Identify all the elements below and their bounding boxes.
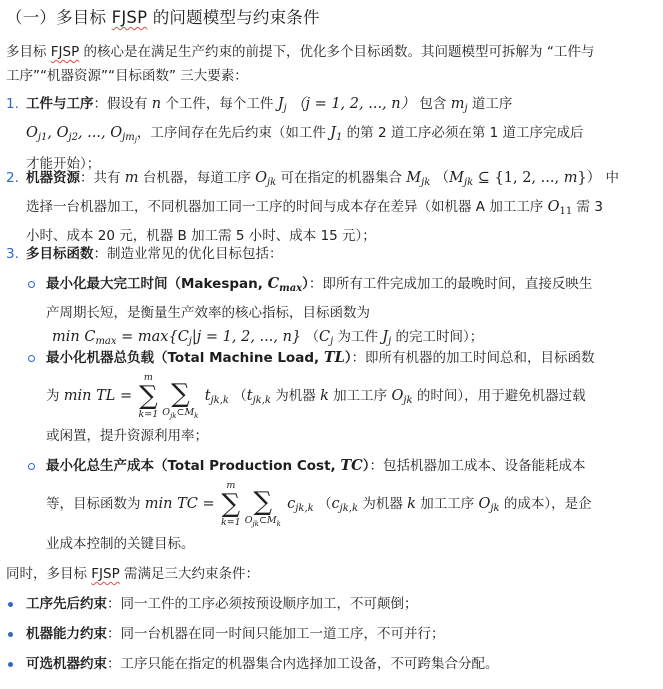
objective-text: ：即所有工件完成加工的最晚时间，直接反映生 — [308, 276, 593, 292]
intro-fjsp: FJSP — [50, 44, 80, 60]
sum-sigma-ojk: ∑ $O_{jk}\subset M_k$ — [162, 378, 199, 420]
math-J1 — [330, 125, 342, 141]
constraint-machine-capacity — [6, 622, 658, 646]
objective-text: 加工工序 — [415, 496, 479, 512]
objective-text: 等，目标函数为 — [46, 496, 145, 512]
objective-text: 的成本），是企 — [499, 496, 592, 512]
item-text: 需 3 — [572, 199, 603, 215]
objective-text: 为机器 — [358, 496, 408, 512]
math-sub: j — [464, 103, 468, 114]
constraint-title: 可选机器约束 — [26, 656, 107, 672]
math-Ojk: $O_{jk}$ — [478, 496, 500, 514]
math-Cmax — [268, 275, 303, 292]
item-text: 中 — [601, 170, 619, 186]
objective-title-end: ） — [362, 458, 370, 474]
math-TL: TL — [323, 349, 345, 366]
math-formula-tc: min TC = — [144, 496, 215, 512]
objective-text: 为 — [46, 388, 64, 404]
objective-title-end: ） — [344, 350, 352, 366]
bullet-dot-icon — [8, 662, 13, 667]
objective-text: 产周期长短，是衡量生产效率的核心指标，目标函数为 — [46, 305, 370, 321]
intro-line2: 工序”“机器资源”“目标函数” 三大要素： — [6, 68, 248, 84]
list-number: 1. — [6, 96, 19, 112]
list-number: 2. — [6, 170, 19, 186]
math-Ojk: $O_{jk}$ — [391, 388, 413, 406]
bullet-dot-icon — [8, 632, 13, 637]
objective-title-end: ） — [302, 276, 309, 292]
section-heading — [6, 4, 320, 28]
constraint-sequence — [6, 592, 658, 616]
constraint-text: ：同一工件的工序必须按预设顺序加工，不可颠倒； — [107, 596, 418, 612]
ring-bullet-icon — [28, 355, 35, 362]
math-cjkk-note: $c_{jk,k}$ — [331, 496, 359, 514]
bullet-dot-icon — [8, 602, 13, 607]
math-m: m — [124, 170, 139, 186]
item-text: 的第 2 道工序必须在第 1 道工序完成后 — [342, 125, 584, 141]
math-TC: TC — [340, 457, 363, 474]
item-text: 包含 — [415, 96, 451, 112]
objective-title: 最小化最大完工时间（Makespan, — [46, 276, 268, 292]
item-text: 才能开始）； — [26, 156, 101, 172]
math-Cj: $C_j$ — [318, 329, 334, 347]
math-mj — [451, 96, 468, 112]
math-Mjk: $M_{jk}$ — [406, 170, 431, 188]
math-sub: max — [279, 283, 303, 294]
list-number: 3. — [6, 246, 19, 262]
constraints-fjsp: FJSP — [91, 566, 120, 582]
constraints-intro-text: 需满足三大约束条件： — [119, 566, 260, 582]
item-text: ：共有 — [80, 170, 125, 186]
math-tjkk: $t_{jk,k}$ — [204, 388, 229, 406]
math-tjkk-note: $t_{jk,k}$ — [246, 388, 271, 406]
math-Ojk: $O_{jk}$ — [255, 170, 277, 188]
math-sub: j — [283, 103, 287, 114]
objective-text: 的时间），用于避免机器过载 — [412, 388, 586, 404]
objective-text: （ — [305, 329, 319, 345]
ring-bullet-icon — [28, 463, 35, 470]
math-sub: 1 — [335, 132, 343, 143]
math-n: n — [151, 96, 162, 112]
objective-machine-load — [46, 346, 658, 448]
item-text: 可在指定的机器集合 — [276, 170, 407, 186]
sum-sigma-k: m ∑ k=1 — [138, 371, 159, 420]
constraint-title: 工序先后约束 — [26, 596, 107, 612]
objective-title: 最小化总生产成本（Total Production Cost, — [46, 458, 341, 474]
math-m: m — [450, 96, 465, 112]
item-text: 小时、成本 20 元，机器 B 加工需 5 小时、成本 15 元）； — [26, 228, 376, 244]
objective-text: 为机器 — [270, 388, 321, 404]
item-title: 机器资源 — [26, 170, 80, 186]
list-item-machines — [6, 166, 658, 248]
math-cjkk: $c_{jk,k}$ — [287, 496, 314, 514]
heading-suffix: 的问题模型与约束条件 — [147, 8, 320, 27]
ring-bullet-icon — [28, 281, 35, 288]
intro-text: 的核心是在满足生产约束的前提下，优化多个目标函数。其问题模型可拆解为 “工件与 — [79, 44, 595, 60]
heading-prefix: （一）多目标 — [6, 8, 112, 27]
list-item-jobs — [6, 92, 658, 176]
math-formula-makespan: $\min C_{max} = \max\{C_j|j = 1$, 2, ..., n} — [52, 329, 302, 347]
objective-makespan — [46, 272, 658, 354]
item-title: 工件与工序 — [26, 96, 94, 112]
constraints-intro — [6, 562, 259, 586]
constraint-title: 机器能力约束 — [26, 626, 107, 642]
objective-text: 的完工时间）； — [391, 329, 484, 345]
math-k: k — [320, 388, 329, 404]
math-range: （j = 1, 2, ..., n） — [290, 96, 416, 112]
item-text: ：假设有 — [93, 96, 152, 112]
math-Jj: $J_j$ — [382, 329, 392, 347]
math-Jj — [278, 96, 287, 112]
item-title: 多目标函数 — [26, 246, 94, 262]
math-set: （$M_{jk}$ ⊆ {1, 2, ..., m}） — [434, 170, 602, 188]
constraint-text: ：同一台机器在同一时间只能加工一道工序，不可并行； — [107, 626, 445, 642]
objective-text: ：包括机器加工成本、设备能耗成本 — [369, 458, 586, 474]
item-text: ，工序间存在先后约束（如工件 — [136, 125, 331, 141]
constraint-text: ：工序只能在指定的机器集合内选择加工设备，不可跨集合分配。 — [107, 656, 499, 672]
math-O11: $O_{11}$ — [547, 199, 573, 217]
math-C: C — [267, 275, 280, 292]
list-item-objectives — [6, 242, 658, 266]
math-op-seq: $O_{j1}$, $O_{j2}$, ..., $O_{jm_j}$ — [26, 125, 137, 144]
sum-sigma-ojk: ∑ $O_{jk}\subset M_k$ — [244, 486, 281, 528]
objective-title: 最小化机器总负载（Total Machine Load, — [46, 350, 324, 366]
objective-text: （ — [318, 496, 332, 512]
math-k: k — [407, 496, 416, 512]
heading-fjsp: FJSP — [111, 8, 148, 27]
objective-text: 业成本控制的关键目标。 — [46, 536, 195, 552]
constraints-intro-text: 同时，多目标 — [6, 566, 92, 582]
item-text: 选择一台机器加工，不同机器加工同一工序的时间与成本存在差异（如机器 A 加工工序 — [26, 199, 548, 215]
item-text: 个工件，每个工件 — [161, 96, 278, 112]
objective-text: 加工工序 — [328, 388, 392, 404]
math-J: J — [277, 96, 284, 112]
constraint-eligible-machines — [6, 652, 658, 676]
math-formula-tl: min TL = — [63, 388, 133, 404]
math-J: J — [330, 125, 336, 141]
intro-paragraph — [6, 40, 656, 88]
item-text: 道工序 — [467, 96, 513, 112]
objective-text: （ — [233, 388, 247, 404]
intro-text: 多目标 — [6, 44, 51, 60]
item-text: ：制造业常见的优化目标包括： — [93, 246, 283, 262]
sum-sigma-k: m ∑ k=1 — [220, 479, 241, 528]
item-text: 台机器，每道工序 — [138, 170, 256, 186]
objective-text: ：即所有机器的加工时间总和，目标函数 — [351, 350, 595, 366]
objective-text: 或闲置，提升资源利用率； — [46, 428, 208, 444]
objective-text: 为工件 — [333, 329, 383, 345]
objective-production-cost — [46, 454, 658, 556]
